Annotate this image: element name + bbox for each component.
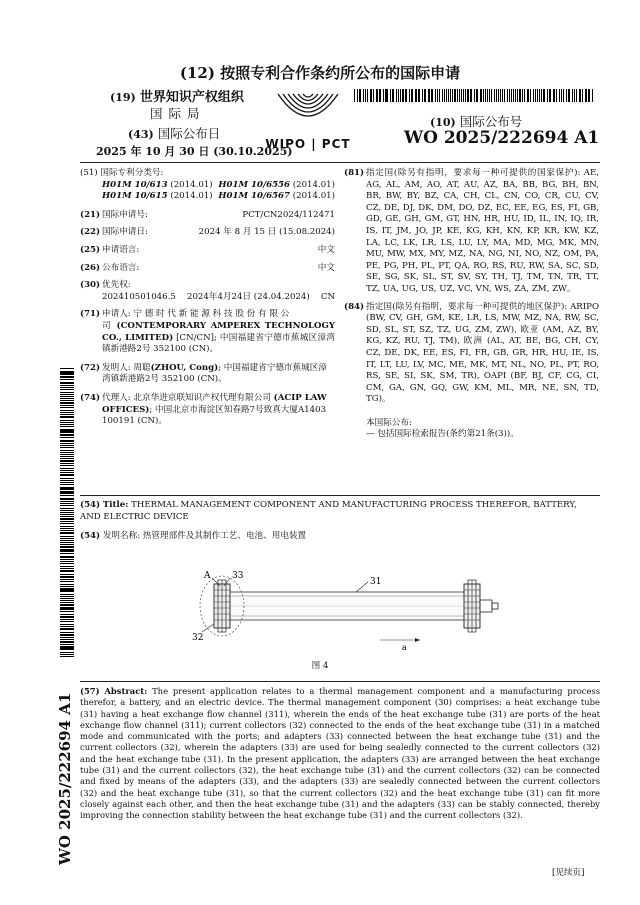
priority-label: (30) 优先权: (80, 280, 131, 291)
designated-states-regional: (84) 指定国(除另有指明，要求每一种可提供的地区保护): ARIPO (BW, CV, GH, GM, KE, LR, LS, MW, MZ, NA, RW, SC, SD, SL, ST, SZ, TZ, UG, ZM, ZW), 欧亚 (AM, AZ, BY, KG, KZ, RU, TJ, TM), 欧洲 (AL, AT, BE, BG, CH, CY, CZ, DE, DK, EE, ES, FI, FR, GB, GR, HR, HU, IE, IS, IT, LT, LU, LV, MC, ME, MK, MT, NL, NO, PL, PT, RO, RS, SE, SI, SK, SM, TR), OAPI (BF, BJ, CF, CG, CI, CM, GA, GN, GQ, GW, KM, ML, MR, NE, SN, TD, TG)。 (344, 301, 599, 405)
bibliographic-right-column (344, 168, 599, 441)
agent: (74) 代理人: 北京华进京联知识产权代理有限公司 (ACIP LAW OFFICES); 中国北京市海淀区知春路7号致真大厦A1403 100191 (CN)。 (80, 392, 327, 427)
publication-date-label: (43) 国际公布日 (128, 126, 221, 141)
ipc-row: H01M 10/613 (2014.01) H01M 10/6556 (2014.01) (102, 179, 335, 190)
organization-sub: 国 际 局 (150, 106, 201, 121)
figure-caption: 图 4 (311, 661, 329, 671)
publication-date: 2025 年 10 月 30 日 (30.10.2025) (96, 145, 293, 158)
abstract: (57) Abstract: The present application relates to a thermal management component and a manufacturing process therefor, a battery, and an electric device. The thermal management component (30) comprises: a heat exchange tube (31) having a heat exchange flow channel (311), wherein the ends of the heat exchange tube (31) are ports of the heat exchange flow channel (311); current collectors (32) connected to the ends of the heat exchange tube (31) in a matched mode and communicated with the ports; and adapters (33) connected between the heat exchange tube (31) and the current collectors (32), wherein the adapters (33) are used for being sealedly connected to the current collectors (32) and the heat exchange tube (31). In the present application, the adapters (33) are arranged between the heat exchange tube (31) and the current collectors (32), the heat exchange tube (31) and the current collectors (32) can be connected and fixed by means of the adapters (33), and the adapters (33) are sealedly connected between the current collectors (32) and the heat exchange tube (31), so that the current collectors (32) and the heat exchange tube (31) can fit more closely against each other, and then the heat exchange tube (31) and the adapters (33) can be stably connected, thereby improving the connection stability between the heat exchange tube (31) and the current collectors (32). (80, 686, 600, 821)
publication-number-label: (10) 国际公布号 (430, 114, 523, 129)
ipc-label: (51) 国际专利分类号: (80, 168, 164, 178)
side-barcode (60, 368, 74, 658)
patent-figure (180, 560, 510, 670)
applicant: (71) 申请人: 宁 德 时 代 新 能 源 科 技 股 份 有 限 公 司 (CONTEMPORARY AMPEREX TECHNOLOGY CO., LIMITED) [CN/CN]; 中国福建省宁德市蕉城区漳湾镇新港路2号 352100 (CN)。 (80, 309, 335, 355)
header-divider (80, 162, 600, 163)
publication-number: WO 2025/222694 A1 (404, 128, 600, 148)
side-publication-number: WO 2025/222694 A1 (56, 692, 74, 865)
wipo-pct-logo-text: WIPO | PCT (265, 137, 351, 151)
english-title: (54) Title: THERMAL MANAGEMENT COMPONENT AND MANUFACTURING PROCESS THEREFOR, BATTERY, AND ELECTRIC DEVICE (80, 500, 577, 522)
continued-note: [见续页] (552, 868, 585, 878)
inventor: (72) 发明人: 周聪(ZHOU, Cong); 中国福建省宁德市蕉城区漳湾镇新港路2号 352100 (CN)。 (80, 362, 327, 385)
chinese-title: (54) 发明名称: 热管理部件及其制作工艺、电池、用电装置 (80, 531, 307, 541)
figure-label-32: 32 (192, 633, 204, 643)
published-with-item: — 包括国际检索报告(条约第21条(3))。 (366, 429, 519, 440)
figure-label-33: 33 (232, 571, 244, 581)
application-number: (21) 国际申请号: PCT/CN2024/112471 (80, 209, 335, 220)
designated-states-national: (81) 指定国(除另有指明，要求每一种可提供的国家保护): AE, AG, AL, AM, AO, AT, AU, AZ, BA, BB, BG, BH, BN, BR, BW, BY, BZ, CA, CH, CL, CN, CO, CR, CU, CV, CZ, DE, DJ, DK, DM, DO, DZ, EC, EE, EG, ES, FI, GB, GD, GE, GH, GM, GT, HN, HR, HU, ID, IL, IN, IQ, IR, IS, IT, JM, JO, JP, KE, KG, KH, KN, KP, KR, KW, KZ, LA, LC, LK, LR, LS, LU, LY, MA, MD, MG, MK, MN, MU, MW, MX, MY, MZ, NA, NG, NI, NO, NZ, OM, PA, PE, PG, PH, PL, PT, QA, RO, RS, RU, RW, SA, SC, SD, SE, SG, SK, SL, ST, SV, SY, TH, TJ, TM, TN, TR, TT, TZ, UA, UG, US, UZ, VC, VN, WS, ZA, ZM, ZW。 (344, 168, 599, 294)
title-divider (80, 495, 600, 496)
bibliographic-left-column (80, 168, 335, 428)
ipc-row: H01M 10/615 (2014.01) H01M 10/6567 (2014.01) (102, 191, 335, 202)
figure-axis-label: a (402, 643, 407, 652)
priority-row: 202410501046.5 2024年4月24日 (24.04.2024) CN (102, 291, 335, 302)
document-type-title: (12) 按照专利合作条约所公布的国际申请 (179, 64, 461, 82)
filing-language: (25) 申请语言: 中文 (80, 244, 335, 255)
published-with-label: 本国际公布: (366, 417, 412, 428)
figure-label-31: 31 (370, 577, 382, 587)
publication-language: (26) 公布语言: 中文 (80, 262, 335, 273)
abstract-divider (80, 681, 600, 682)
organization-name: (19) 世界知识产权组织 (110, 90, 244, 105)
filing-date: (22) 国际申请日: 2024 年 8 月 15 日 (15.08.2024) (80, 227, 335, 238)
publication-barcode (354, 89, 594, 102)
figure-label-a: A (204, 571, 211, 581)
